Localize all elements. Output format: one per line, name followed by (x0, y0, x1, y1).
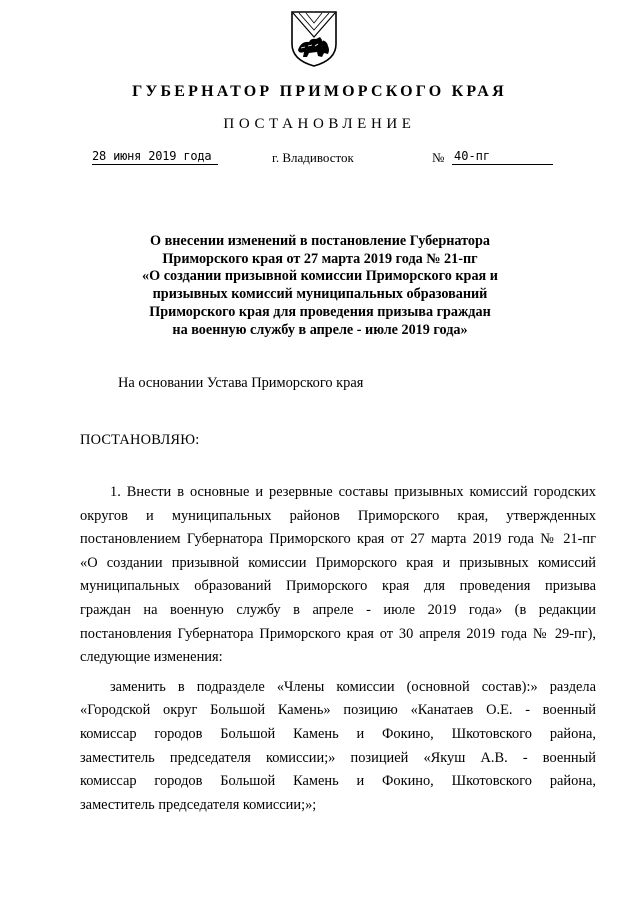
coat-of-arms-icon (289, 10, 339, 68)
text-line: заменить в подразделе «Члены комиссии (основной состав):» раздела (110, 678, 596, 695)
text-line: комиссар городов Большой Камень и Фокино, Шкотовского района, (80, 725, 596, 742)
text-line: граждан на военную службу в апреле - июле 2019 года» (в редакции (80, 601, 596, 618)
title-line: Приморского края для проведения призыва граждан (149, 303, 491, 320)
text-line: заместитель председателя комиссии;»; (80, 796, 317, 813)
decree-word: ПОСТАНОВЛЯЮ: (80, 432, 200, 448)
text-line: следующие изменения: (80, 649, 223, 666)
document-number: 40-пг (452, 149, 553, 165)
coat-of-arms-drawing (289, 10, 339, 68)
issuing-authority: ГУБЕРНАТОР ПРИМОРСКОГО КРАЯ (132, 83, 507, 100)
number-sign: № (432, 150, 445, 165)
document-body (80, 481, 596, 817)
document-city: г. Владивосток (272, 150, 354, 165)
text-line: постановлением Губернатора Приморского края от 27 марта 2019 года № 21-пг (80, 531, 596, 548)
document-title (120, 233, 520, 339)
document-date: 28 июня 2019 года (92, 149, 218, 165)
text-line: заместитель председателя комиссии;» позицией «Якуш А.В. - военный (80, 749, 596, 766)
text-line: комиссар городов Большой Камень и Фокино, Шкотовского района, (80, 773, 596, 790)
paragraph-2 (80, 676, 596, 818)
text-line: «О создании призывной комиссии Приморского края и призывных комиссий (80, 554, 596, 571)
text-line: муниципальных образований Приморского края для проведения призыва (80, 578, 596, 595)
text-line: 1. Внести в основные и резервные составы призывных комиссий городских (110, 484, 596, 500)
text-line: постановления Губернатора Приморского края от 30 апреля 2019 года № 29-пг), (80, 625, 596, 642)
title-line: О внесении изменений в постановление Губернатора (150, 233, 490, 249)
text-line: «Городской округ Большой Камень» позицию «Канатаев О.Е. - военный (80, 702, 596, 719)
paragraph-1 (80, 481, 596, 670)
title-line: «О создании призывной комиссии Приморского края и (142, 268, 498, 285)
document-type: ПОСТАНОВЛЕНИЕ (223, 116, 416, 132)
text-line: округов и муниципальных районов Приморского края, утвержденных (80, 507, 596, 524)
title-line: Приморского края от 27 марта 2019 года № 21-пг (162, 250, 478, 267)
legal-basis: На основании Устава Приморского края (118, 375, 364, 391)
title-line: призывных комиссий муниципальных образований (152, 286, 488, 303)
title-line: на военную службу в апреле - июле 2019 года» (172, 321, 468, 338)
document-meta-row (0, 149, 639, 171)
